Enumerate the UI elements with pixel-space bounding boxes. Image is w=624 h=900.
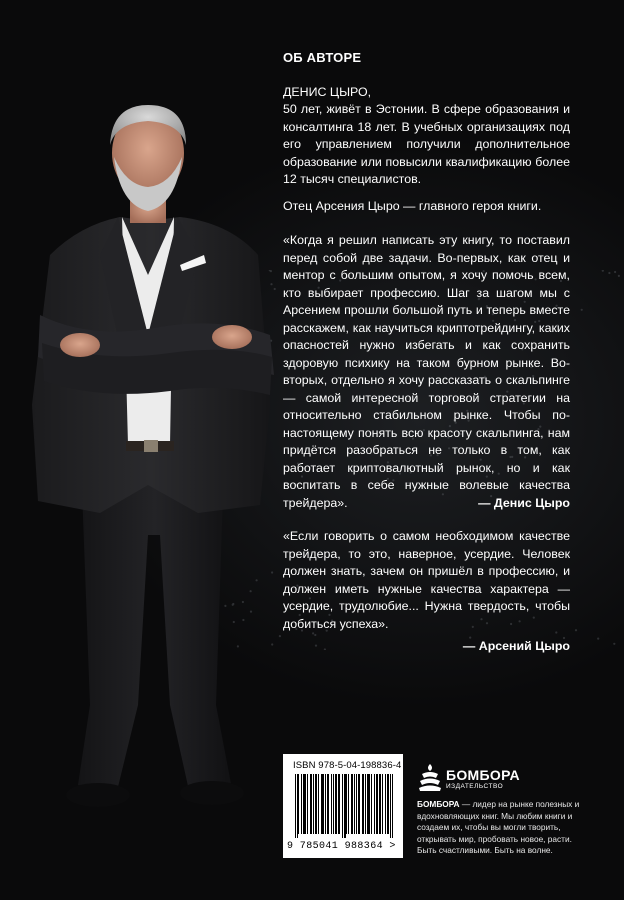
isbn-barcode (283, 754, 403, 858)
publisher-blurb (417, 799, 585, 857)
quote-arseniy: «Если говорить о самом необходимом качестве трейдера, то это, наверное, усердие. Человек должен знать, зачем он пришёл в профессию, и должен иметь нужные качества характера — усердие, трудолюбие... Нужна твердость, чтобы добиться успеха». (283, 529, 570, 631)
quote-denis: «Когда я решил написать эту книгу, то поставил перед собой две задачи. Во-первых, как отец и ментор с большим опытом, я хочу помочь всем, кто выбирает профессию. Шаг за шагом мы с Арсением прошли большой путь и теперь вместе расскажем, как научиться криптотрейдингу, каких опасностей нужно избегать и как сохранить здоровую психику на таком бурном рынке. Во-вторых, отдельно я хочу рассказать о скальпинге — самой интересной торговой стратегии на относительно стабильном рынке. Чтобы по-настоящему понять всю красоту скальпинга, нам придётся разобраться не только в том, как работает криптовалютный рынок, но и как воспитать в себе нужные волевые качества трейдера». (283, 233, 570, 510)
barcode-digits: 9 785041 988364 > (287, 841, 396, 852)
barcode-bars (295, 774, 393, 838)
author-portrait (20, 105, 290, 840)
isbn-number: ISBN 978-5-04-198836-4 (293, 760, 402, 771)
publisher-logo-icon (417, 762, 443, 792)
signature-arseniy: — Арсений Цыро (462, 639, 570, 653)
publisher-subtitle: ИЗДАТЕЛЬСТВО (446, 783, 504, 790)
signature-denis: — Денис Цыро (478, 496, 570, 510)
publisher-name: БОМБОРА (446, 767, 520, 783)
father-line: Отец Арсения Цыро — главного героя книги. (283, 199, 542, 213)
section-heading: ОБ АВТОРЕ (283, 50, 362, 65)
publisher-blurb-name: БОМБОРА (417, 799, 460, 809)
author-bio: 50 лет, живёт в Эстонии. В сфере образования и консалтинга 18 лет. В учебных организациях под его управлением получили дополнительное образование или повысили квалификацию более 12 тысяч специалистов. (283, 102, 570, 186)
publisher-blurb-text: — лидер на рынке полезных и вдохновляющих книг. Мы любим книги и создаем их, чтобы вы могли творить, открывать мир, пробовать новое, расти. Быть счастливыми. Быть на волне. (417, 799, 580, 856)
author-name: ДЕНИС ЦЫРО, (283, 85, 372, 99)
